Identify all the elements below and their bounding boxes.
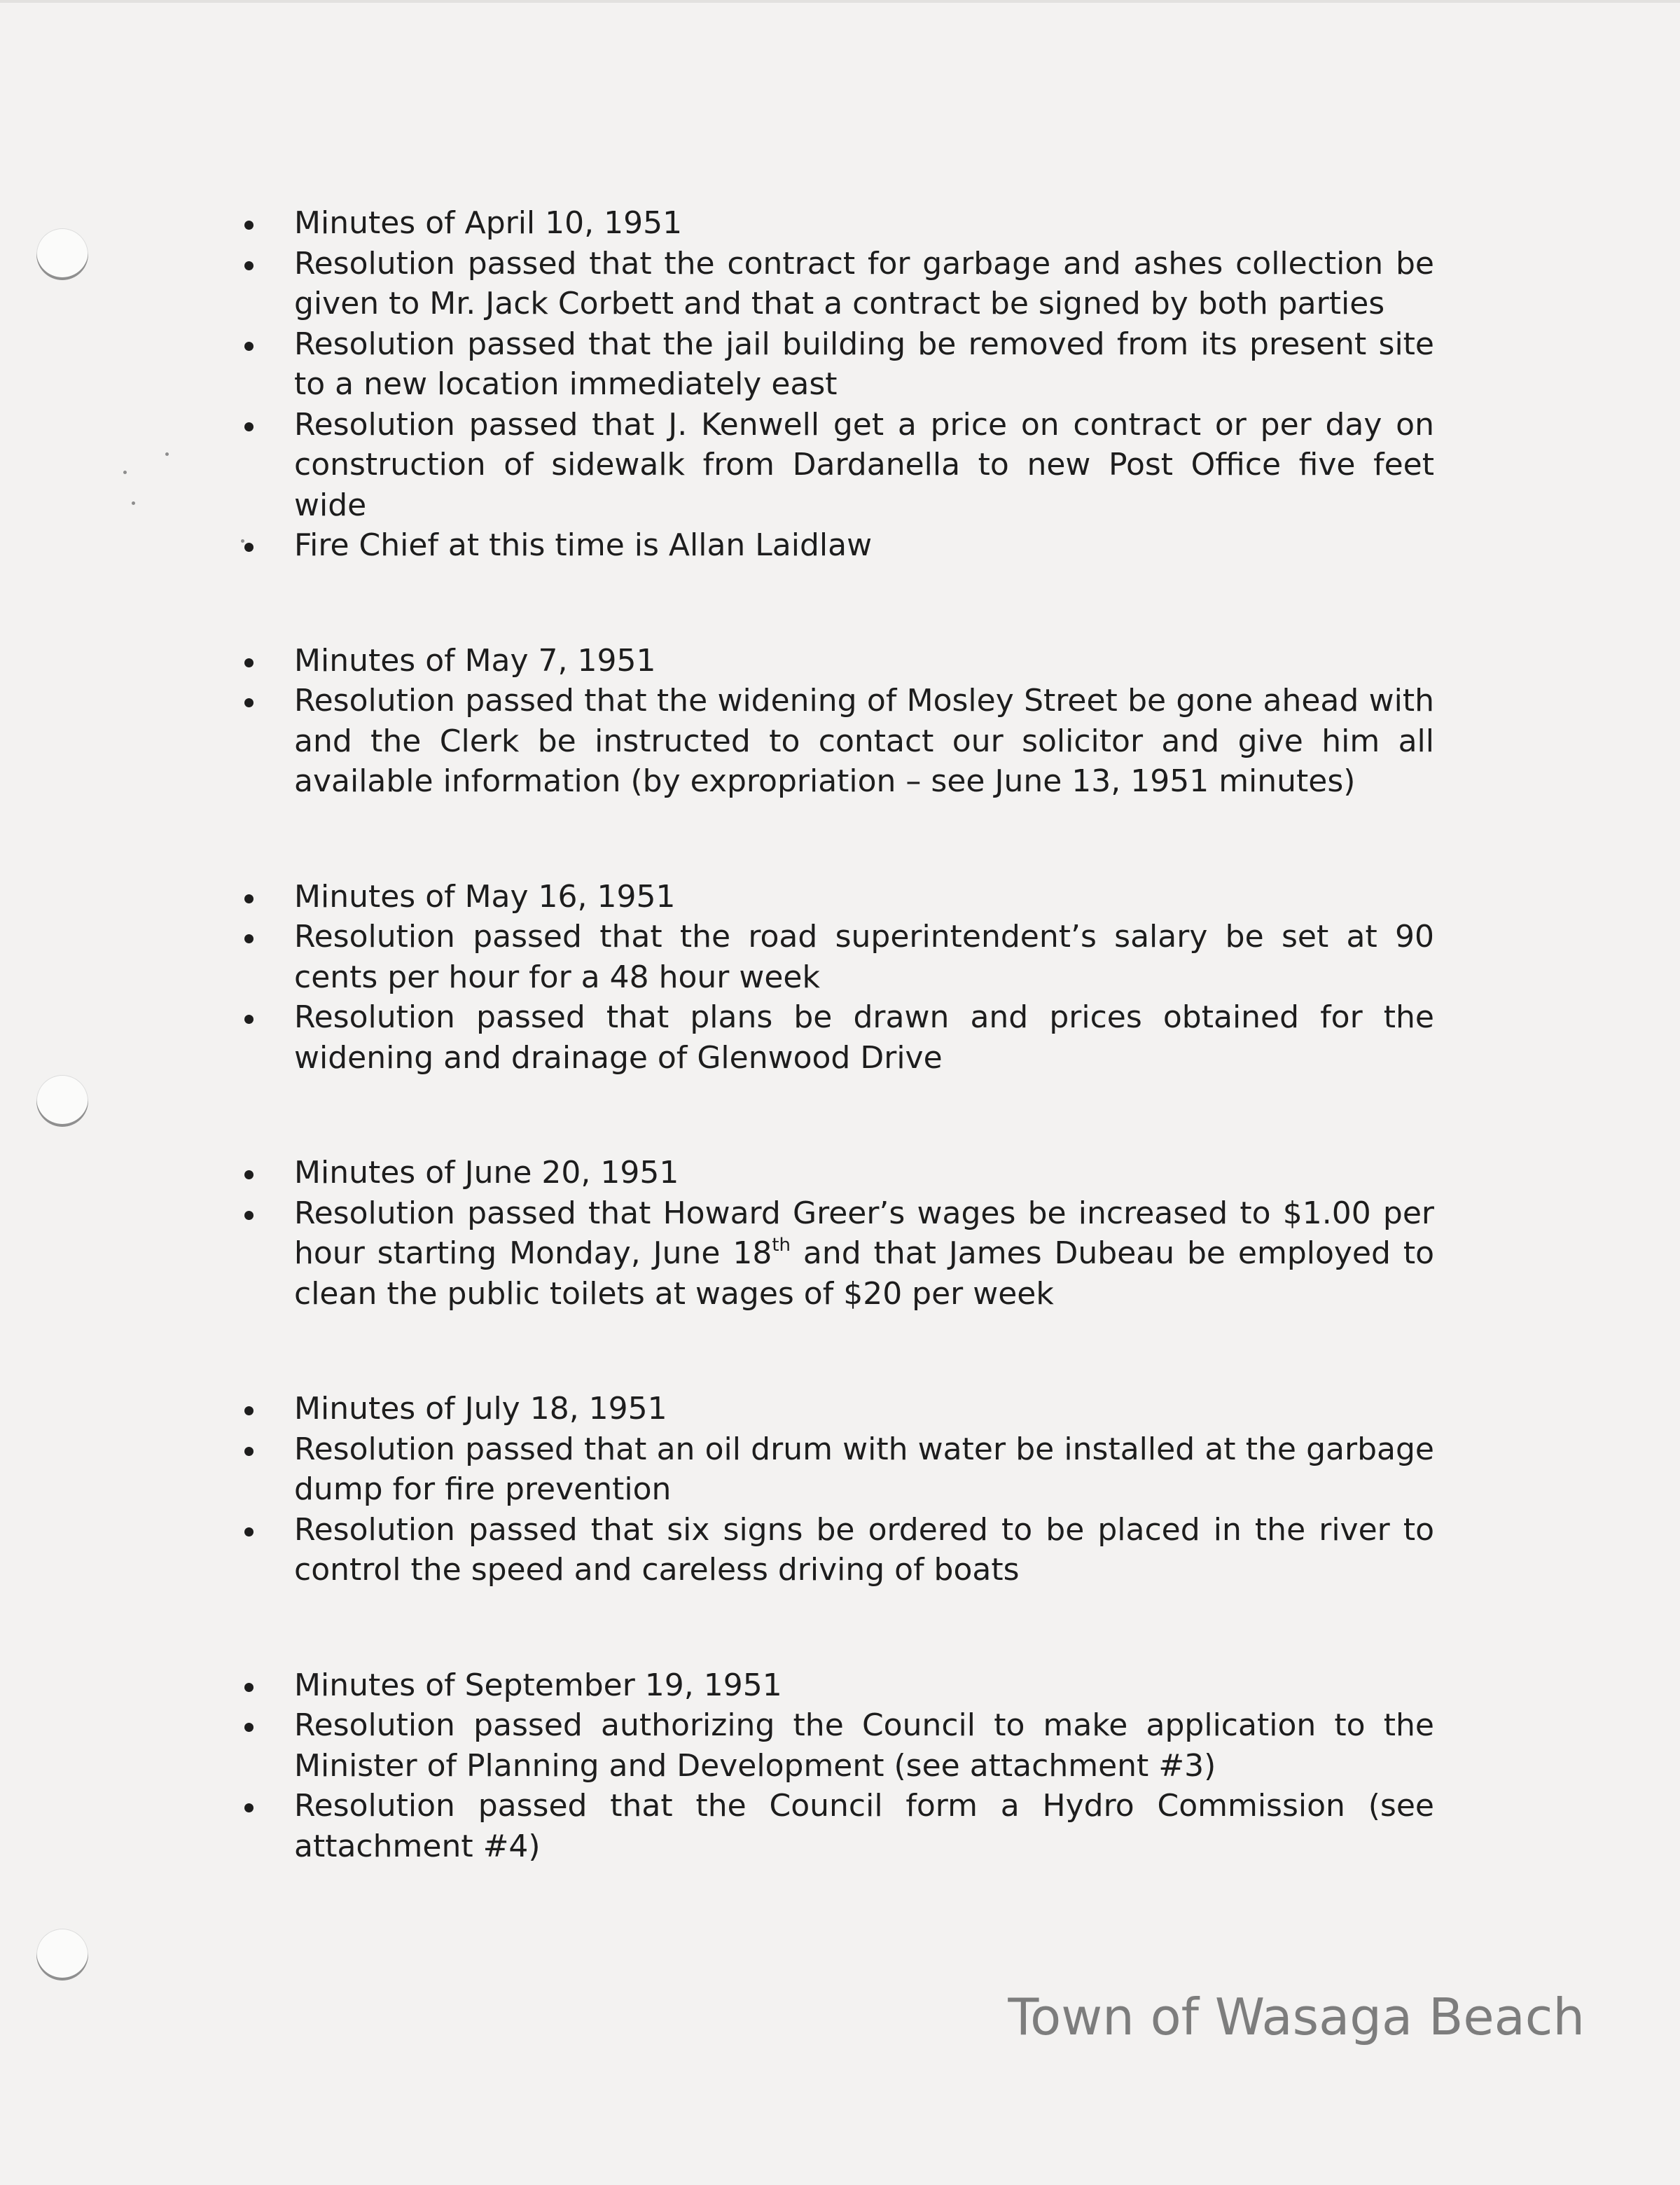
list-item: Resolution passed that the jail building be removed from its present site to a new location immediately east	[238, 324, 1434, 405]
paper-speck	[123, 471, 127, 474]
minutes-section	[238, 1153, 1434, 1314]
list-item	[238, 1193, 1434, 1315]
minutes-section	[238, 1665, 1434, 1867]
ordinal-suffix: th	[772, 1235, 791, 1256]
minutes-section	[238, 641, 1434, 802]
punch-hole	[36, 1929, 88, 1981]
list-item: Minutes of May 16, 1951	[238, 877, 1434, 917]
list-item: Resolution passed that the Council form a Hydro Commission (see attachment #4)	[238, 1786, 1434, 1866]
list-item: Resolution passed that the road superintendent’s salary be set at 90 cents per hour for a 48 hour week	[238, 917, 1434, 997]
document-body	[238, 203, 1434, 1866]
list-item: Resolution passed that an oil drum with water be installed at the garbage dump for fire prevention	[238, 1429, 1434, 1510]
item-text: Resolution passed that Howard Greer’s wages be increased to $1.00 per hour starting Monday, June 18	[294, 1195, 1434, 1271]
paper-speck	[165, 452, 169, 456]
minutes-section	[238, 1389, 1434, 1590]
watermark: Town of Wasaga Beach	[1008, 1988, 1585, 2046]
list-item: Fire Chief at this time is Allan Laidlaw	[238, 525, 1434, 566]
list-item: Minutes of April 10, 1951	[238, 203, 1434, 244]
minutes-section	[238, 203, 1434, 566]
page-top-edge	[0, 0, 1680, 3]
list-item: Resolution passed that J. Kenwell get a price on contract or per day on construction of sidewalk from Dardanella to new Post Office five feet wide	[238, 405, 1434, 526]
list-item: Minutes of September 19, 1951	[238, 1665, 1434, 1706]
list-item: Resolution passed that six signs be ordered to be placed in the river to control the speed and careless driving of boats	[238, 1510, 1434, 1590]
paper-speck	[132, 501, 135, 505]
punch-hole	[36, 228, 88, 280]
list-item: Minutes of June 20, 1951	[238, 1153, 1434, 1193]
item-text: and that James Dubeau be employed to clean the public toilets at wages of $20 per week	[294, 1235, 1434, 1312]
list-item: Resolution passed that the widening of Mosley Street be gone ahead with and the Clerk be instructed to contact our solicitor and give him all available information (by expropriation – see June 13, 1951 minutes)	[238, 681, 1434, 802]
punch-hole	[36, 1075, 88, 1127]
list-item: Resolution passed authorizing the Council to make application to the Minister of Planning and Development (see attachment #3)	[238, 1705, 1434, 1786]
list-item: Resolution passed that plans be drawn and prices obtained for the widening and drainage of Glenwood Drive	[238, 997, 1434, 1078]
list-item: Minutes of May 7, 1951	[238, 641, 1434, 681]
minutes-section	[238, 877, 1434, 1078]
list-item: Resolution passed that the contract for garbage and ashes collection be given to Mr. Jack Corbett and that a contract be signed by both parties	[238, 244, 1434, 324]
list-item: Minutes of July 18, 1951	[238, 1389, 1434, 1429]
